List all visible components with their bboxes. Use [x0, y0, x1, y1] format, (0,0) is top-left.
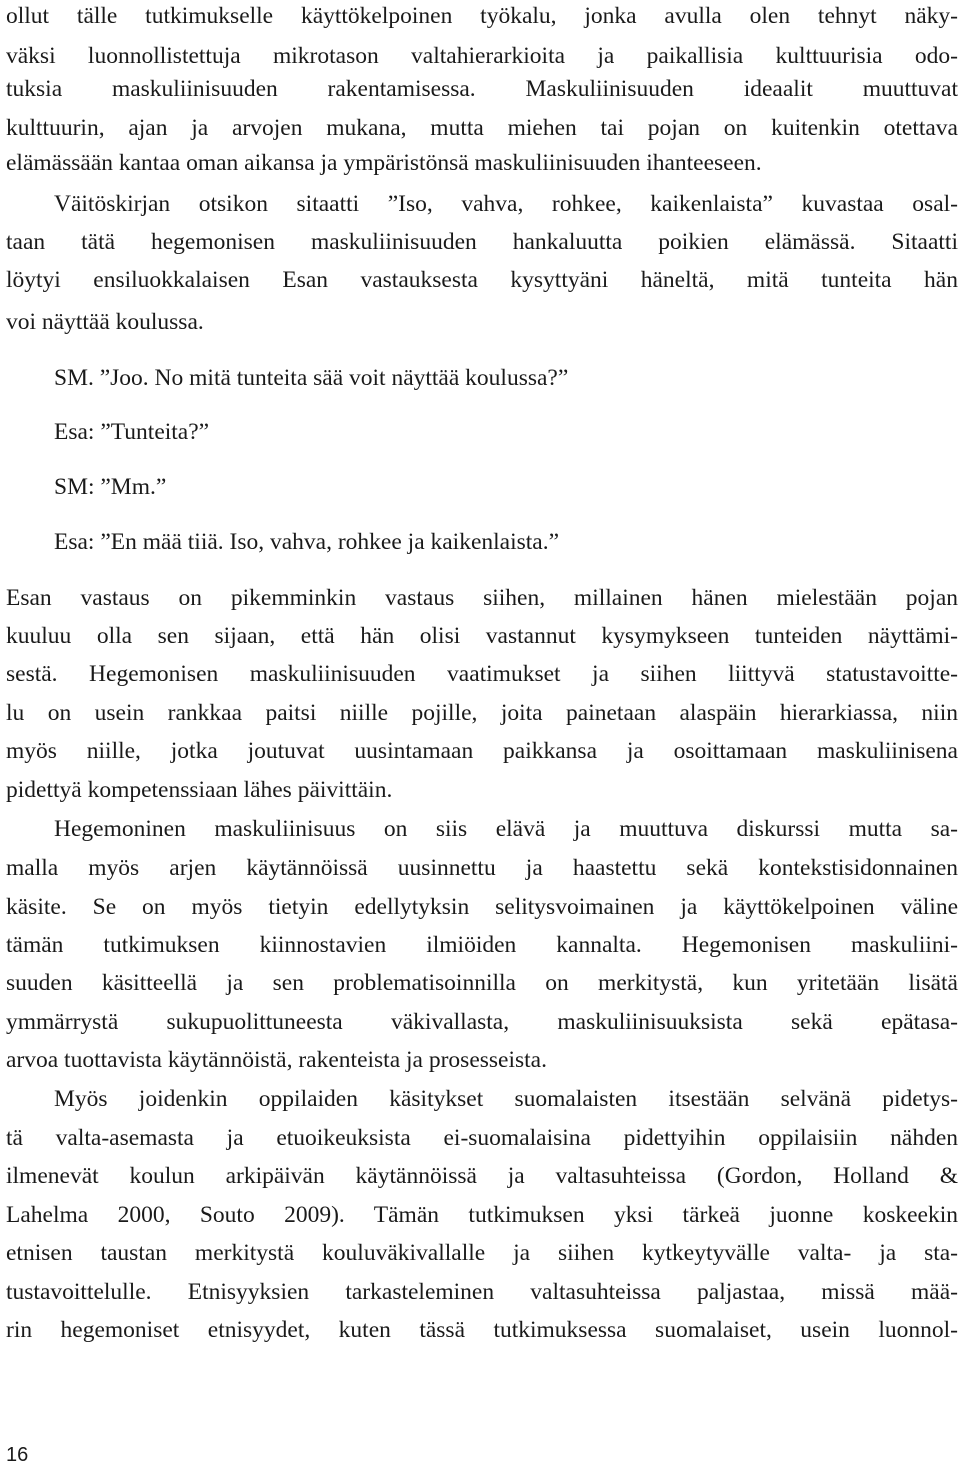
- text-line: lu on usein rankkaa paitsi niille pojille, joita painetaan alaspäin hierarkiassa, niin: [6, 700, 958, 726]
- page-number: 16: [6, 1444, 29, 1466]
- text-line: kulttuurin, ajan ja arvojen mukana, mutta miehen tai pojan on kuitenkin otettava: [6, 115, 958, 141]
- text-line: kuuluu olla sen sijaan, että hän olisi vastannut kysymykseen tunteiden näyttämi-: [6, 623, 958, 649]
- text-line: voi näyttää koulussa.: [6, 309, 204, 335]
- text-line: myös niille, jotka joutuvat uusintamaan paikkansa ja osoittamaan maskuliinisena: [6, 738, 958, 764]
- text-line: suuden käsitteellä ja sen problematisoinnilla on merkitystä, kun yritetään lisätä: [6, 970, 958, 996]
- text-line: tämän tutkimuksen kiinnostavien ilmiöiden kannalta. Hegemonisen maskuliini-: [6, 932, 958, 958]
- text-line: rin hegemoniset etnisyydet, kuten tässä tutkimuksessa suomalaiset, usein luonnol-: [6, 1317, 958, 1343]
- text-line: Myös joidenkin oppilaiden käsitykset suomalaisten itsestään selvänä pidetys-: [54, 1086, 958, 1112]
- text-line: tuksia maskuliinisuuden rakentamisessa. Maskuliinisuuden ideaalit muuttuvat: [6, 76, 958, 102]
- text-line: löytyi ensiluokkalaisen Esan vastauksesta kysyttyäni häneltä, mitä tunteita hän: [6, 267, 958, 293]
- dialogue-line: SM. ”Joo. No mitä tunteita sää voit näyttää koulussa?”: [54, 365, 569, 391]
- text-line: Lahelma 2000, Souto 2009). Tämän tutkimuksen yksi tärkeä juonne koskeekin: [6, 1202, 958, 1228]
- dialogue-line: SM: ”Mm.”: [54, 474, 167, 500]
- text-line: pidettyä kompetenssiaan lähes päivittäin.: [6, 777, 393, 803]
- text-line: Esan vastaus on pikemminkin vastaus siihen, millainen hänen mielestään pojan: [6, 585, 958, 611]
- text-line: käsite. Se on myös tietyin edellytyksin selitysvoimainen ja käyttökelpoinen väline: [6, 894, 958, 920]
- text-line: Väitöskirjan otsikon sitaatti ”Iso, vahva, rohkee, kaikenlaista” kuvastaa osal-: [54, 191, 958, 217]
- text-line: ollut tälle tutkimukselle käyttökelpoinen työkalu, jonka avulla olen tehnyt näky-: [6, 3, 958, 29]
- text-line: Hegemoninen maskuliinisuus on siis elävä ja muuttuva diskurssi mutta sa-: [54, 816, 958, 842]
- dialogue-line: Esa: ”Tunteita?”: [54, 419, 210, 445]
- text-line: tä valta-asemasta ja etuoikeuksista ei-suomalaisina pidettyihin oppilaisiin nähden: [6, 1125, 958, 1151]
- text-line: taan tätä hegemonisen maskuliinisuuden hankaluutta poikien elämässä. Sitaatti: [6, 229, 958, 255]
- text-line: arvoa tuottavista käytännöistä, rakenteista ja prosesseista.: [6, 1047, 547, 1073]
- dialogue-line: Esa: ”En mää tiiä. Iso, vahva, rohkee ja kaikenlaista.”: [54, 529, 560, 555]
- text-line: ymmärrystä sukupuolittuneesta väkivallasta, maskuliinisuuksista sekä epätasa-: [6, 1009, 958, 1035]
- text-line: tustavoittelulle. Etnisyyksien tarkasteleminen valtasuhteissa paljastaa, missä mää-: [6, 1279, 958, 1305]
- text-line: etnisen taustan merkitystä kouluväkivallalle ja siihen kytkeytyvälle valta- ja sta-: [6, 1240, 958, 1266]
- text-line: ilmenevät koulun arkipäivän käytännöissä ja valtasuhteissa (Gordon, Holland &: [6, 1163, 958, 1189]
- text-line: elämässään kantaa oman aikansa ja ympäristönsä maskuliinisuuden ihanteeseen.: [6, 150, 762, 176]
- text-line: väksi luonnollistettuja mikrotason valtahierarkioita ja paikallisia kulttuurisia odo-: [6, 43, 958, 69]
- text-line: sestä. Hegemonisen maskuliinisuuden vaatimukset ja siihen liittyvä statustavoitte-: [6, 661, 958, 687]
- text-line: malla myös arjen käytännöissä uusinnettu ja haastettu sekä kontekstisidonnainen: [6, 855, 958, 881]
